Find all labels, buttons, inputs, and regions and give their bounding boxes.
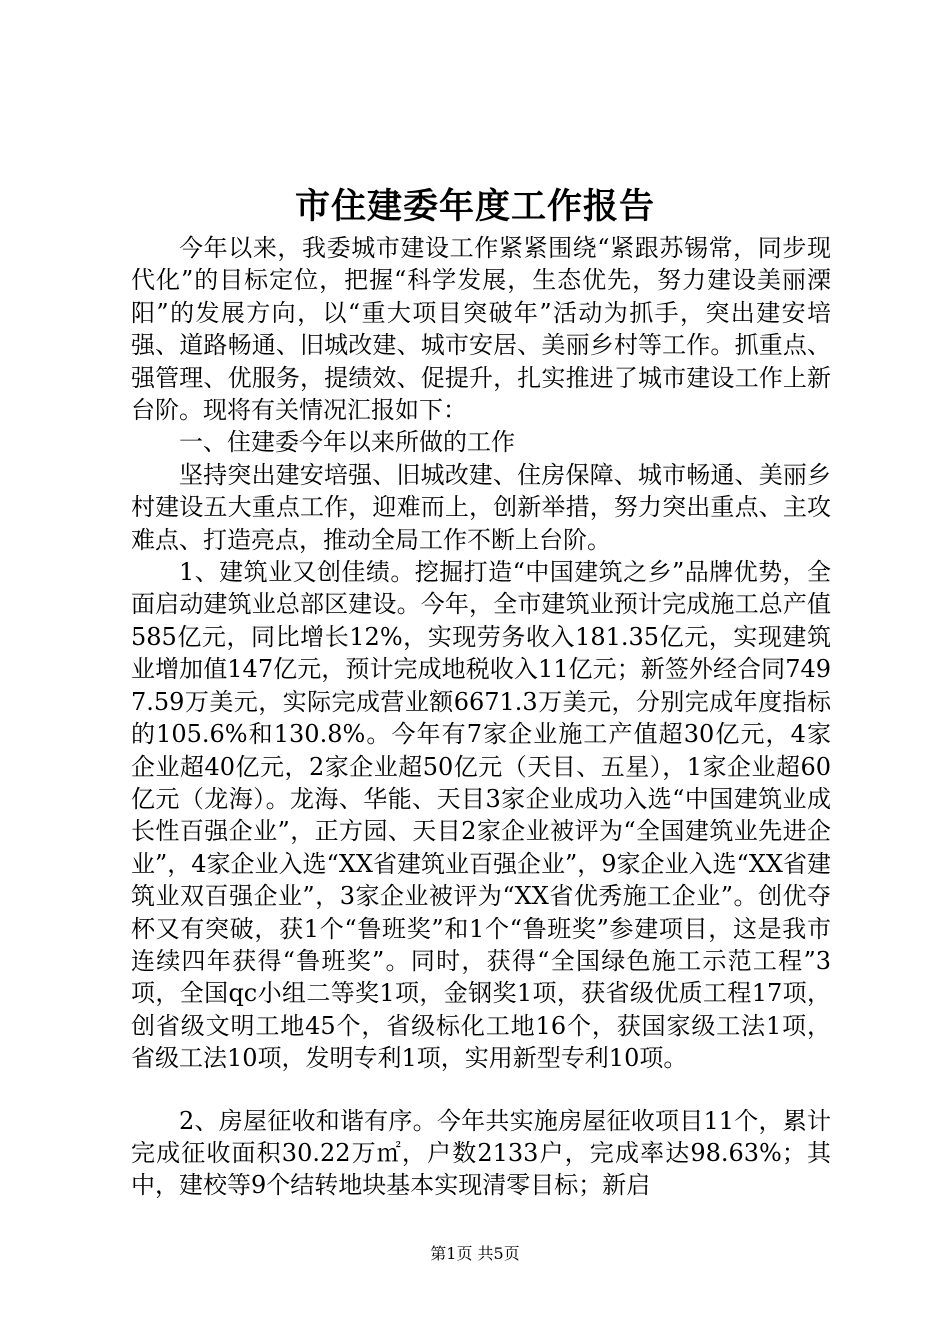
page-footer: 第1页 共5页 — [430, 1244, 520, 1263]
paragraph-housing: 2、房屋征收和谐有序。今年共实施房屋征收项目11个，累计完成征收面积30.22万㎡，户数2133户，完成率达98.63%；其中，建校等9个结转地块基本实现清零目标；新启 — [131, 1106, 831, 1200]
paragraph-summary: 坚持突出建安培强、旧城改建、住房保障、城市畅通、美丽乡村建设五大重点工作，迎难而上，创新举措，努力突出重点、主攻难点、打造亮点，推动全局工作不断上台阶。 — [131, 460, 831, 554]
document-body — [131, 232, 831, 1202]
section-heading: 一、住建委今年以来所做的工作 — [179, 428, 515, 457]
document-title: 市住建委年度工作报告 — [294, 186, 655, 227]
paragraph-construction: 1、建筑业又创佳绩。挖掘打造“中国建筑之乡”品牌优势，全面启动建筑业总部区建设。今年，全市建筑业预计完成施工总产值585亿元，同比增长12%，实现劳务收入181.35亿元，实现建筑业增加值147亿元，预计完成地税收入11亿元；新签外经合同7497.59万美元，实际完成营业额6671.3万美元，分别完成年度指标的105.6%和130.8%。今年有7家企业施工产值超30亿元，4家企业超40亿元，2家企业超50亿元（天目、五星），1家企业超60亿元（龙海）。龙海、华能、天目3家企业成功入选“中国建筑业成长性百强企业”，正方园、天目2家企业被评为“全国建筑业先进企业”，4家企业入选“XX省建筑业百强企业”，9家企业入选“XX省建筑业双百强企业”，3家企业被评为“XX省优秀施工企业”。创优夺杯又有突破，获1个“鲁班奖”和1个“鲁班奖”参建项目，这是我市连续四年获得“鲁班奖”。同时，获得“全国绿色施工示范工程”3项，全国qc小组二等奖1项，金钢奖1项，获省级优质工程17项，创省级文明工地45个，省级标化工地16个，获国家级工法1项，省级工法10项，发明专利1项，实用新型专利10项。 — [131, 558, 831, 1073]
paragraph-intro: 今年以来，我委城市建设工作紧紧围绕“紧跟苏锡常，同步现代化”的目标定位，把握“科学发展，生态优先，努力建设美丽溧阳”的发展方向，以“重大项目突破年”活动为抓手，突出建安培强、道路畅通、旧城改建、城市安居、美丽乡村等工作。抓重点、强管理、优服务，提绩效、促提升，扎实推进了城市建设工作上新台阶。现将有关情况汇报如下： — [131, 234, 831, 425]
